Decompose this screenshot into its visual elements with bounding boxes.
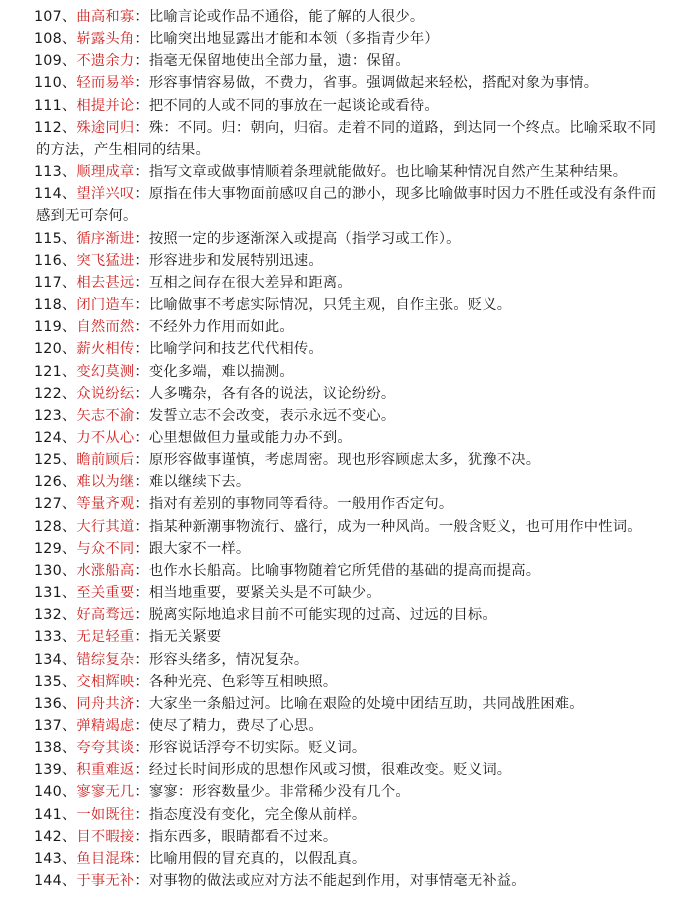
entry-number: 128、 bbox=[34, 518, 77, 535]
entry-number: 143、 bbox=[34, 850, 77, 867]
idiom-term: 突飞猛进 bbox=[76, 252, 135, 269]
idiom-definition: ：比喻用假的冒充真的，以假乱真。 bbox=[134, 850, 367, 867]
idiom-definition: ：指态度没有变化，完全像从前样。 bbox=[134, 806, 367, 823]
idiom-definition: ：比喻学问和技艺代代相传。 bbox=[134, 341, 323, 358]
idiom-entry bbox=[0, 471, 690, 493]
idiom-definition: ：殊：不同。归：朝向，归宿。走着不同的道路，到达同一个终点。比喻采取不同的方法，产生相同的结果。 bbox=[36, 119, 657, 158]
entry-number: 144、 bbox=[34, 873, 77, 890]
entry-number: 116、 bbox=[34, 252, 77, 269]
idiom-entry bbox=[0, 737, 690, 759]
entry-number: 133、 bbox=[34, 629, 77, 646]
idiom-entry bbox=[0, 449, 690, 471]
entry-number: 115、 bbox=[34, 230, 77, 247]
idiom-entry bbox=[0, 117, 690, 161]
idiom-entry bbox=[0, 161, 690, 183]
idiom-entry bbox=[0, 671, 690, 693]
idiom-definition: ：比喻言论或作品不通俗，能了解的人很少。 bbox=[134, 9, 425, 25]
idiom-entry bbox=[0, 715, 690, 737]
idiom-definition: ：互相之间存在很大差异和距离。 bbox=[134, 274, 352, 291]
idiom-term: 目不暇接 bbox=[76, 828, 135, 845]
idiom-entry bbox=[0, 338, 690, 360]
idiom-term: 不遗余力 bbox=[76, 53, 135, 70]
entry-number: 119、 bbox=[34, 319, 77, 336]
idiom-entry bbox=[0, 250, 690, 272]
entry-number: 129、 bbox=[34, 540, 77, 557]
idiom-definition: ：不经外力作用而如此。 bbox=[134, 319, 294, 336]
entry-number: 141、 bbox=[34, 806, 77, 823]
idiom-definition: ：指写文章或做事情顺着条理就能做好。也比喻某种情况自然产生某种结果。 bbox=[134, 164, 628, 181]
entry-number: 112、 bbox=[34, 119, 77, 136]
idiom-term: 无足轻重 bbox=[76, 629, 135, 646]
idiom-definition: ：脱离实际地追求目前不可能实现的过高、过远的目标。 bbox=[134, 607, 497, 624]
idiom-term: 众说纷纭 bbox=[76, 385, 135, 402]
idiom-entry bbox=[0, 493, 690, 515]
idiom-definition: ：形容头绪多，情况复杂。 bbox=[134, 651, 309, 668]
idiom-term: 崭露头角 bbox=[76, 31, 135, 48]
idiom-term: 曲高和寡 bbox=[76, 9, 135, 25]
idiom-definition: ：人多嘴杂，各有各的说法，议论纷纷。 bbox=[134, 385, 396, 402]
idiom-entry bbox=[0, 228, 690, 250]
idiom-definition: ：也作水长船高。比喻事物随着它所凭借的基础的提高而提高。 bbox=[134, 562, 541, 579]
entry-number: 111、 bbox=[34, 97, 77, 114]
idiom-definition: ：按照一定的步逐渐深入或提高（指学习或工作）。 bbox=[134, 230, 461, 247]
idiom-term: 变幻莫测 bbox=[76, 363, 135, 380]
idiom-term: 好高骛远 bbox=[76, 607, 135, 624]
idiom-term: 积重难返 bbox=[76, 762, 135, 779]
idiom-definition: ：相当地重要，要紧关头是不可缺少。 bbox=[134, 585, 381, 602]
idiom-term: 水涨船高 bbox=[76, 562, 135, 579]
idiom-definition: ：指毫无保留地使出全部力量，遗：保留。 bbox=[134, 53, 410, 70]
idiom-definition: ：大家坐一条船过河。比喻在艰险的处境中团结互助，共同战胜困难。 bbox=[134, 695, 584, 712]
idiom-definition: ：使尽了精力，费尽了心思。 bbox=[134, 718, 323, 734]
entry-number: 113、 bbox=[34, 164, 77, 181]
idiom-definition: ：发誓立志不会改变，表示永远不变心。 bbox=[134, 407, 396, 424]
entry-number: 108、 bbox=[34, 31, 77, 48]
idiom-definition: ：指东西多，眼睛都看不过来。 bbox=[134, 828, 338, 845]
entry-number: 107、 bbox=[34, 9, 77, 25]
idiom-entry bbox=[0, 405, 690, 427]
entry-number: 126、 bbox=[34, 474, 77, 491]
idiom-definition: ：形容进步和发展特别迅速。 bbox=[134, 252, 323, 269]
entry-number: 109、 bbox=[34, 53, 77, 70]
entry-number: 122、 bbox=[34, 385, 77, 402]
idiom-term: 闭门造车 bbox=[76, 297, 135, 314]
idiom-definition: ：原指在伟大事物面前感叹自己的渺小，现多比喻做事时因力不胜任或没有条件而感到无可奈何。 bbox=[36, 186, 657, 225]
idiom-definition: ：难以继续下去。 bbox=[134, 474, 251, 491]
idiom-term: 交相辉映 bbox=[76, 673, 135, 690]
idiom-entry bbox=[0, 272, 690, 294]
entry-number: 142、 bbox=[34, 828, 77, 845]
idiom-entry bbox=[0, 626, 690, 648]
entry-number: 131、 bbox=[34, 585, 77, 602]
idiom-term: 至关重要 bbox=[76, 585, 135, 602]
entry-number: 137、 bbox=[34, 718, 77, 734]
idiom-entry bbox=[0, 560, 690, 582]
idiom-entry bbox=[0, 848, 690, 870]
idiom-definition: ：指某种新潮事物流行、盛行，成为一种风尚。一般含贬义，也可用作中性词。 bbox=[134, 518, 642, 535]
entry-number: 123、 bbox=[34, 407, 77, 424]
entry-number: 140、 bbox=[34, 784, 77, 801]
idiom-definition: ：原形容做事谨慎，考虑周密。现也形容顾虑太多，犹豫不决。 bbox=[134, 452, 541, 469]
idiom-entry bbox=[0, 361, 690, 383]
idiom-entry bbox=[0, 183, 690, 227]
entry-number: 121、 bbox=[34, 363, 77, 380]
idiom-term: 力不从心 bbox=[76, 429, 135, 446]
idiom-entry bbox=[0, 538, 690, 560]
idiom-entry bbox=[0, 383, 690, 405]
idiom-term: 殊途同归 bbox=[76, 119, 135, 136]
idiom-term: 顺理成章 bbox=[76, 164, 135, 181]
idiom-term: 大行其道 bbox=[76, 518, 135, 535]
entry-number: 125、 bbox=[34, 452, 77, 469]
idiom-term: 难以为继 bbox=[76, 474, 135, 491]
entry-number: 138、 bbox=[34, 740, 77, 757]
idiom-definition: ：经过长时间形成的思想作风或习惯，很难改变。贬义词。 bbox=[134, 762, 512, 779]
idiom-term: 相提并论 bbox=[76, 97, 135, 114]
idiom-term: 轻而易举 bbox=[76, 75, 135, 92]
idiom-entry bbox=[0, 826, 690, 848]
idiom-term: 弹精竭虑 bbox=[76, 718, 135, 734]
idiom-entry bbox=[0, 28, 690, 50]
idiom-definition: ：跟大家不一样。 bbox=[134, 540, 251, 557]
idiom-entry bbox=[0, 316, 690, 338]
idiom-definition: ：形容说话浮夸不切实际。贬义词。 bbox=[134, 740, 367, 757]
entry-number: 114、 bbox=[34, 186, 77, 203]
entry-number: 132、 bbox=[34, 607, 77, 624]
idiom-entry bbox=[0, 649, 690, 671]
idiom-term: 等量齐观 bbox=[76, 496, 135, 513]
idiom-definition: ：寥寥：形容数量少。非常稀少没有几个。 bbox=[134, 784, 410, 801]
idiom-entry bbox=[0, 6, 690, 28]
idiom-definition: ：把不同的人或不同的事放在一起谈论或看待。 bbox=[134, 97, 439, 114]
idiom-definition: ：心里想做但力量或能力办不到。 bbox=[134, 429, 352, 446]
idiom-entry bbox=[0, 604, 690, 626]
entry-number: 139、 bbox=[34, 762, 77, 779]
idiom-entry bbox=[0, 870, 690, 892]
entry-number: 134、 bbox=[34, 651, 77, 668]
idiom-definition: ：变化多端，难以揣测。 bbox=[134, 363, 294, 380]
idiom-entry bbox=[0, 72, 690, 94]
idiom-entry bbox=[0, 759, 690, 781]
idiom-entry bbox=[0, 95, 690, 117]
idiom-term: 同舟共济 bbox=[76, 695, 135, 712]
idiom-term: 望洋兴叹 bbox=[76, 186, 135, 203]
idiom-entry bbox=[0, 804, 690, 826]
idiom-entry bbox=[0, 693, 690, 715]
idiom-definition: ：指无关紧要 bbox=[134, 629, 222, 646]
idiom-definition: ：比喻突出地显露出才能和本领（多指青少年） bbox=[134, 31, 439, 48]
idiom-term: 夸夸其谈 bbox=[76, 740, 135, 757]
idiom-definition: ：各种光亮、色彩等互相映照。 bbox=[134, 673, 338, 690]
entry-number: 127、 bbox=[34, 496, 77, 513]
idiom-term: 寥寥无几 bbox=[76, 784, 135, 801]
entry-number: 124、 bbox=[34, 429, 77, 446]
idiom-entry bbox=[0, 427, 690, 449]
idiom-definition: ：指对有差别的事物同等看待。一般用作否定句。 bbox=[134, 496, 454, 513]
entry-number: 110、 bbox=[34, 75, 77, 92]
idiom-term: 一如既往 bbox=[76, 806, 135, 823]
idiom-entry bbox=[0, 516, 690, 538]
idiom-term: 自然而然 bbox=[76, 319, 135, 336]
idiom-definition: ：形容事情容易做，不费力，省事。强调做起来轻松，搭配对象为事情。 bbox=[134, 75, 599, 92]
idiom-term: 于事无补 bbox=[76, 873, 135, 890]
idiom-term: 矢志不渝 bbox=[76, 407, 135, 424]
entry-number: 117、 bbox=[34, 274, 77, 291]
idiom-entry bbox=[0, 582, 690, 604]
idiom-term: 薪火相传 bbox=[76, 341, 135, 358]
idiom-term: 与众不同 bbox=[76, 540, 135, 557]
entry-number: 130、 bbox=[34, 562, 77, 579]
idiom-entry bbox=[0, 781, 690, 803]
idiom-term: 错综复杂 bbox=[76, 651, 135, 668]
idiom-definition: ：比喻做事不考虑实际情况，只凭主观，自作主张。贬义。 bbox=[134, 297, 512, 314]
idiom-entry bbox=[0, 294, 690, 316]
idiom-definition: ：对事物的做法或应对方法不能起到作用，对事情毫无补益。 bbox=[134, 873, 526, 890]
entry-number: 136、 bbox=[34, 695, 77, 712]
idiom-term: 鱼目混珠 bbox=[76, 850, 135, 867]
entry-number: 135、 bbox=[34, 673, 77, 690]
idiom-list bbox=[0, 6, 690, 892]
idiom-term: 相去甚远 bbox=[76, 274, 135, 291]
entry-number: 118、 bbox=[34, 297, 77, 314]
idiom-term: 瞻前顾后 bbox=[76, 452, 135, 469]
entry-number: 120、 bbox=[34, 341, 77, 358]
idiom-term: 循序渐进 bbox=[76, 230, 135, 247]
idiom-entry bbox=[0, 50, 690, 72]
